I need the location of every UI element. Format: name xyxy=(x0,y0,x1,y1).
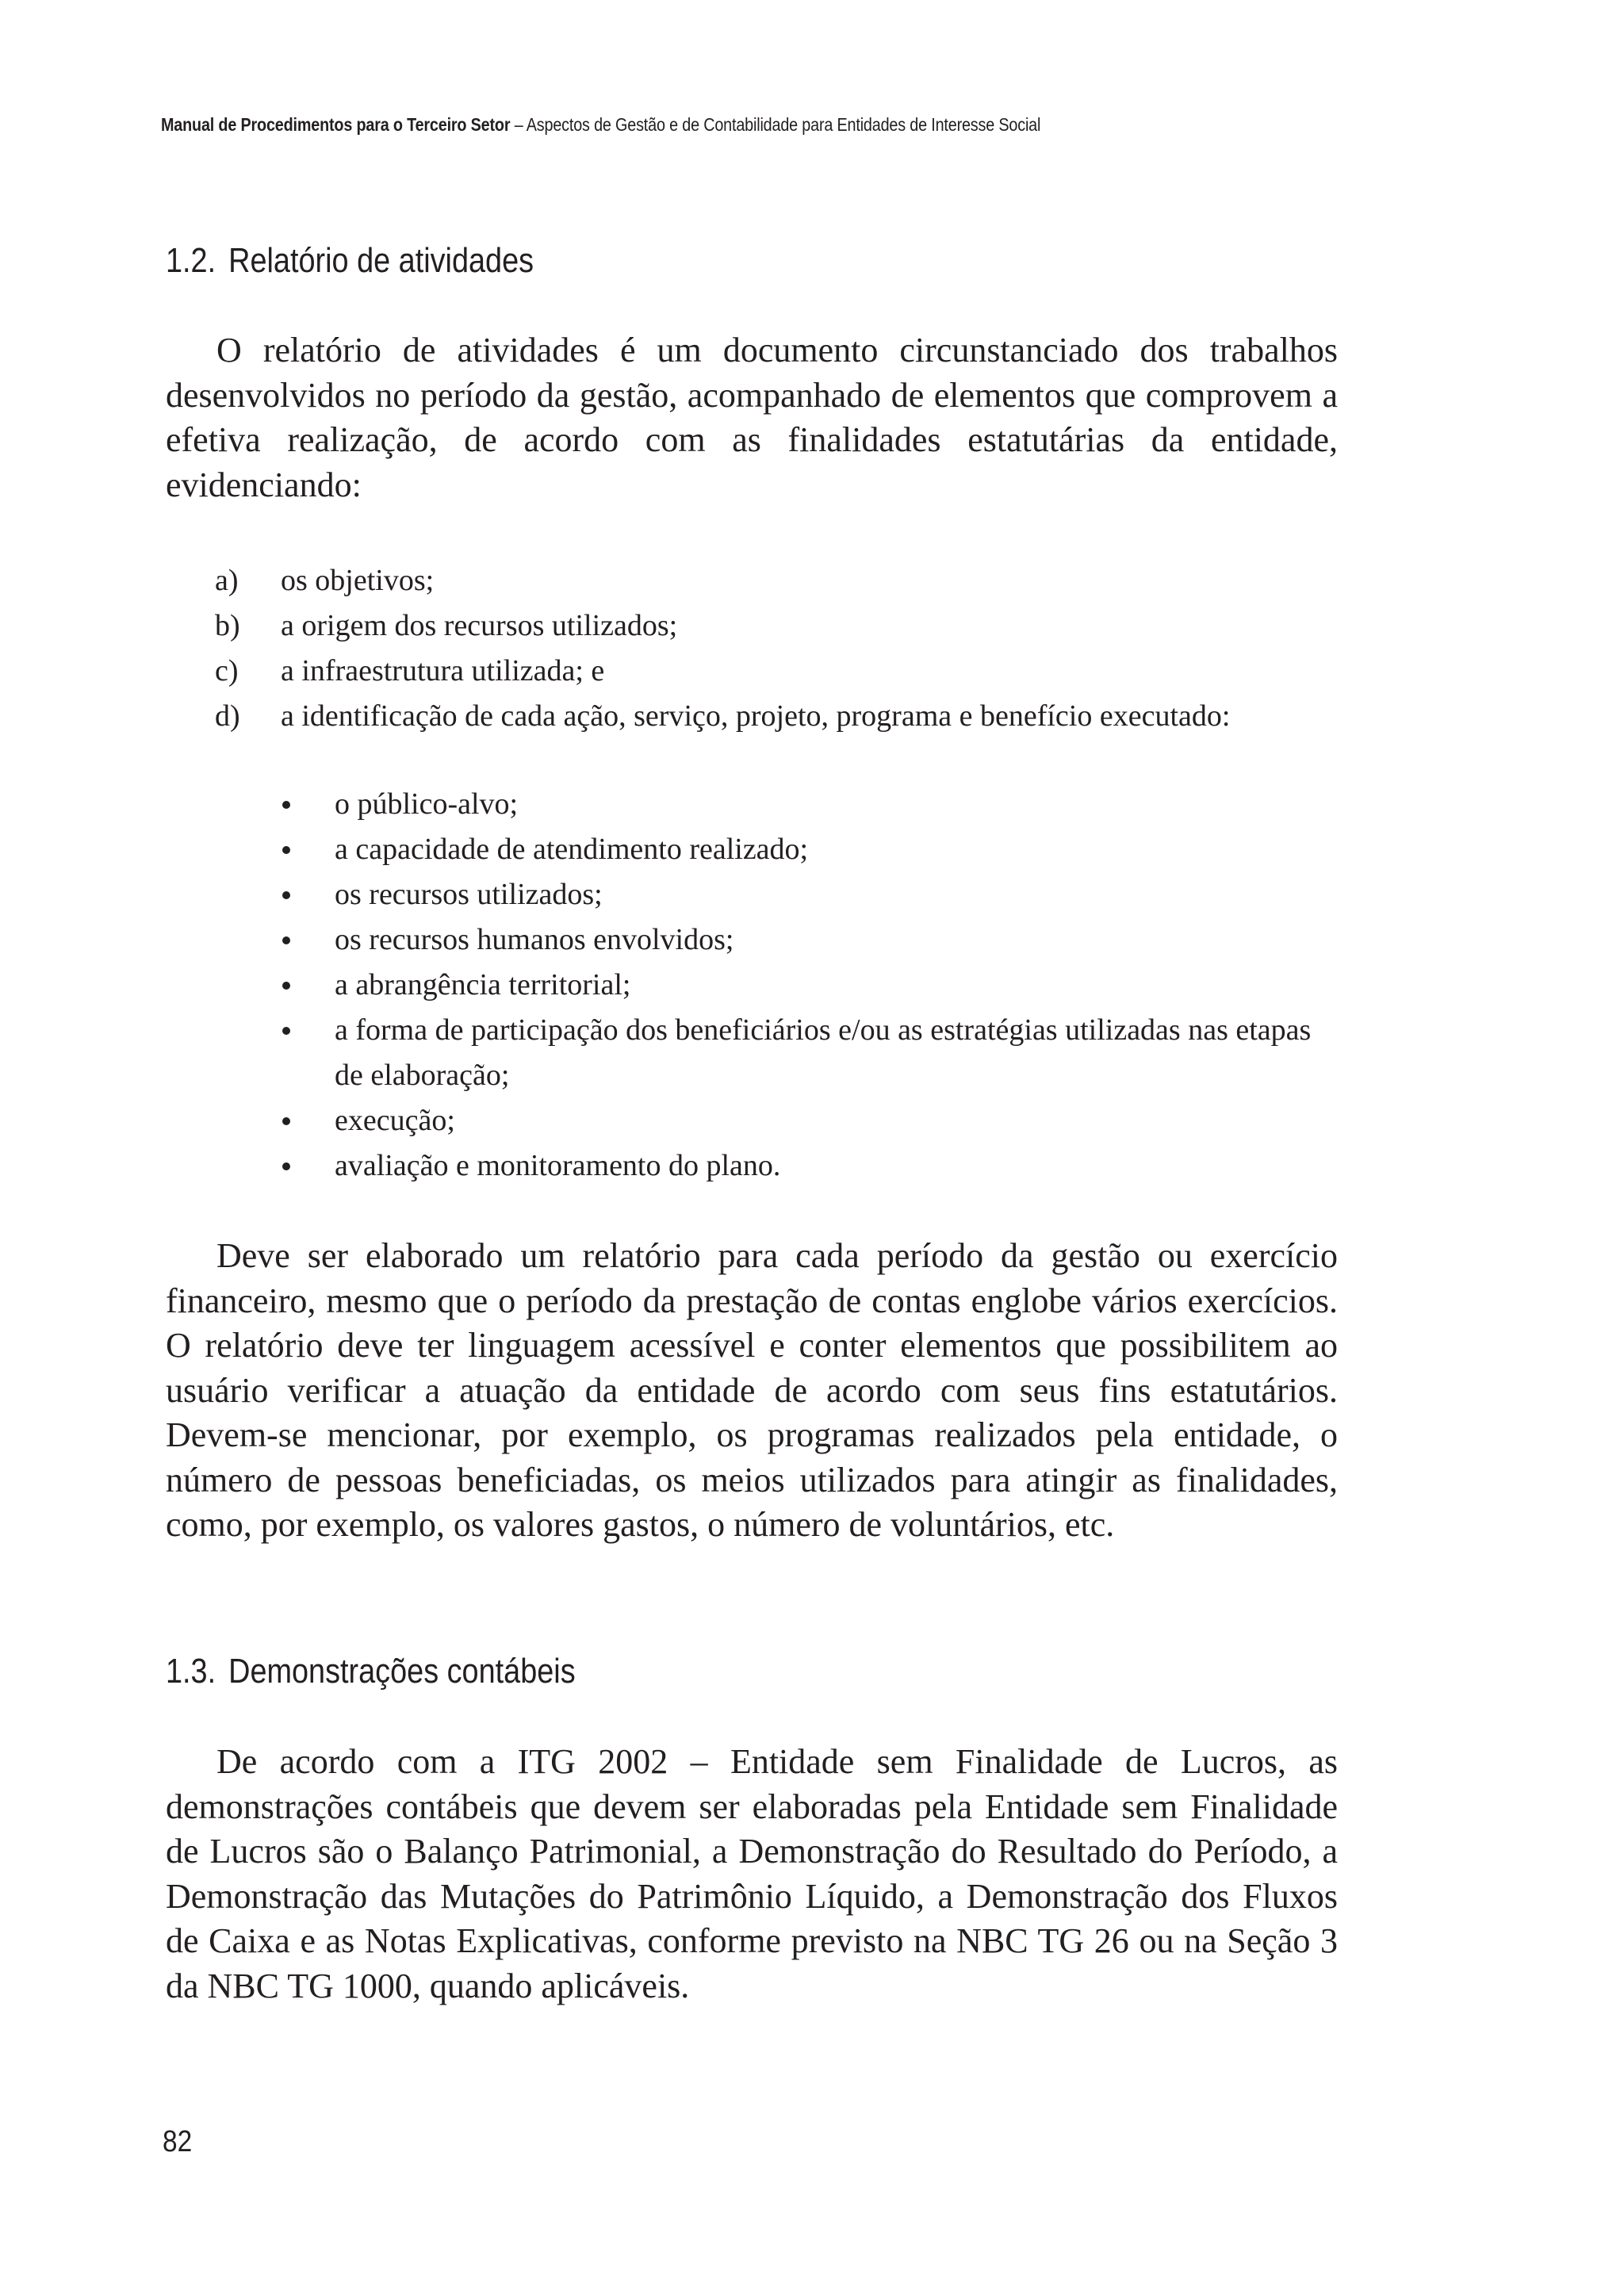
running-header xyxy=(161,114,1320,136)
bullet-dot-icon xyxy=(282,801,290,809)
bullet-item-text: avaliação e monitoramento do plano. xyxy=(335,1149,781,1182)
list-item xyxy=(166,649,1355,694)
bullet-item-text: a capacidade de atendimento realizado; xyxy=(335,833,809,866)
bullet-item-text: a abrangência territorial; xyxy=(335,968,631,1001)
bullet-item-text: execução; xyxy=(335,1104,455,1137)
bullet-item xyxy=(278,963,1340,1008)
lettered-list xyxy=(166,558,1355,739)
list-item-text: os objetivos; xyxy=(281,564,435,597)
section-number: 1.2. xyxy=(166,241,216,280)
bullet-item xyxy=(278,827,1340,872)
bullet-item-text: os recursos humanos envolvidos; xyxy=(335,923,734,956)
list-item-text: a identificação de cada ação, serviço, projeto, programa e benefício executado: xyxy=(281,699,1231,733)
bullet-item xyxy=(278,917,1340,963)
list-marker: a) xyxy=(215,564,239,597)
section-heading-1-3 xyxy=(166,1652,576,1691)
list-marker: c) xyxy=(215,654,239,687)
section-title: Demonstrações contábeis xyxy=(228,1652,576,1691)
bullet-dot-icon xyxy=(282,891,290,899)
section-heading-1-2 xyxy=(166,241,534,281)
list-item xyxy=(166,694,1355,739)
page-number: 82 xyxy=(163,2125,193,2158)
bullet-item xyxy=(278,1008,1340,1098)
bullet-dot-icon xyxy=(282,936,290,944)
list-item xyxy=(166,603,1355,649)
bullet-item-text: a forma de participação dos beneficiários e/ou as estratégias utilizadas nas etapas de elaboração; xyxy=(335,1013,1312,1092)
list-marker: d) xyxy=(215,699,240,733)
list-item-text: a infraestrutura utilizada; e xyxy=(281,654,605,687)
running-header-subtitle: – Aspectos de Gestão e de Contabilidade para Entidades de Interesse Social xyxy=(510,114,1041,135)
bullet-item xyxy=(278,872,1340,917)
running-header-title: Manual de Procedimentos para o Terceiro Setor xyxy=(161,114,511,135)
list-item-text: a origem dos recursos utilizados; xyxy=(281,609,678,642)
list-marker: b) xyxy=(215,609,240,642)
section-number: 1.3. xyxy=(166,1652,216,1691)
bullet-item xyxy=(278,1098,1340,1143)
bullet-item xyxy=(278,1143,1340,1189)
demonstracoes-paragraph: De acordo com a ITG 2002 – Entidade sem Finalidade de Lucros, as demonstrações contábeis que devem ser elaboradas pela Entidade sem Finalidade de Lucros são o Balanço Patrimonial, a Demonstração do Resultado do Período, a Demonstração das Mutações do Patrimônio Líquido, a Demonstração dos Fluxos de Caixa e as Notas Explicativas, conforme previsto na NBC TG 26 ou na Seção 3 da NBC TG 1000, quando aplicáveis. xyxy=(166,1742,1338,2005)
bullet-dot-icon xyxy=(282,1117,290,1125)
bullet-dot-icon xyxy=(282,982,290,990)
list-item xyxy=(166,558,1355,603)
bullet-item-text: o público-alvo; xyxy=(335,787,519,821)
bullet-item xyxy=(278,782,1340,827)
closing-paragraph: Deve ser elaborado um relatório para cada período da gestão ou exercício financeiro, mesmo que o período da prestação de contas englobe vários exercícios. O relatório deve ter linguagem acessível e conter elementos que possibilitem ao usuário verificar a atuação da entidade de acordo com seus fins estatutários. Devem-se mencionar, por exemplo, os programas realizados pela entidade, o número de pessoas beneficiadas, os meios utilizados para atingir as finalidades, como, por exemplo, os valores gastos, o número de voluntários, etc. xyxy=(166,1236,1338,1544)
bullet-item-text: os recursos utilizados; xyxy=(335,878,603,911)
intro-paragraph: O relatório de atividades é um documento circunstanciado dos trabalhos desenvolvidos no período da gestão, acompanhado de elementos que comprovem a efetiva realização, de acordo com as finalidades estatutárias da entidade, evidenciando: xyxy=(166,331,1338,504)
bullet-list xyxy=(278,782,1340,1189)
section-title: Relatório de atividades xyxy=(228,241,534,280)
bullet-dot-icon xyxy=(282,846,290,854)
bullet-dot-icon xyxy=(282,1162,290,1170)
bullet-dot-icon xyxy=(282,1027,290,1035)
